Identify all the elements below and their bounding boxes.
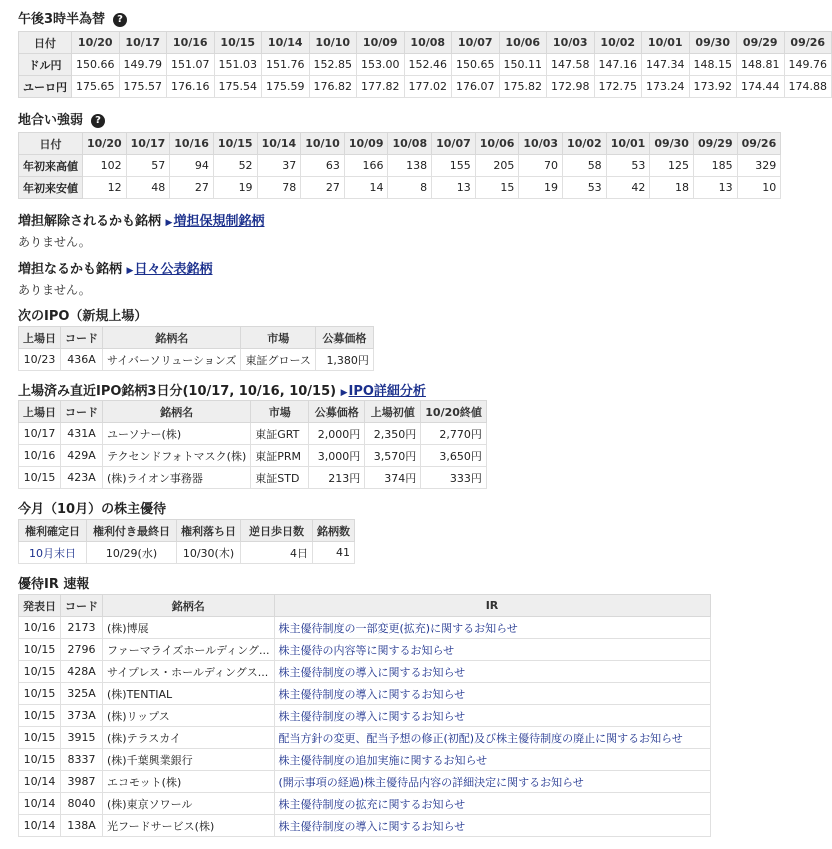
table-cell: 12 <box>83 177 127 199</box>
row-label: 年初来高値 <box>19 155 83 177</box>
table-cell: 58 <box>563 155 607 177</box>
table-cell: (株)千葉興業銀行 <box>103 749 275 771</box>
table-cell: 2173 <box>61 617 103 639</box>
column-header: 09/30 <box>650 133 694 155</box>
column-header: 10/15 <box>213 133 257 155</box>
table-cell: 174.88 <box>784 76 832 98</box>
table-cell: 10/16 <box>19 445 61 467</box>
table-cell: 151.03 <box>214 54 262 76</box>
table-cell: 150.11 <box>499 54 547 76</box>
margin-regulation-link-label: 増担保規制銘柄 <box>173 214 265 229</box>
table-cell: 151.76 <box>262 54 310 76</box>
table-cell: 147.58 <box>547 54 595 76</box>
table-cell: 125 <box>650 155 694 177</box>
table-cell: ファーマライズホールディング... <box>103 639 275 661</box>
column-header: 09/26 <box>737 133 781 155</box>
fx-table <box>18 31 832 98</box>
row-label: ユーロ円 <box>19 76 72 98</box>
table-cell: ユーソナー(株) <box>103 423 251 445</box>
table-row <box>19 727 711 749</box>
column-header: IR <box>274 595 710 617</box>
table-cell: 149.79 <box>119 54 167 76</box>
release-none-text: ありません。 <box>18 235 91 249</box>
fx-table-wrap[interactable] <box>18 31 827 101</box>
ipo-detail-link-label: IPO詳細分析 <box>348 384 426 399</box>
table-cell: 10/15 <box>19 705 61 727</box>
help-icon[interactable]: ? <box>91 114 105 128</box>
table-cell: 10 <box>737 177 781 199</box>
table-cell: (株)ライオン事務器 <box>103 467 251 489</box>
ir-link[interactable]: (開示事項の経過)株主優待品内容の詳細決定に関するお知らせ <box>274 771 710 793</box>
strength-table <box>18 132 781 199</box>
table-cell: 東証グロース <box>241 349 315 371</box>
table-cell: 172.75 <box>594 76 642 98</box>
ir-table <box>18 594 711 837</box>
table-cell: 10/29(水) <box>87 542 177 564</box>
table-cell: 2,000円 <box>309 423 365 445</box>
fx-section-title <box>18 8 127 27</box>
table-cell: 149.76 <box>784 54 832 76</box>
column-header: 上場日 <box>19 401 61 423</box>
table-cell: 436A <box>61 349 103 371</box>
yutai-section-title: 今月（10月）の株主優待 <box>18 502 167 517</box>
table-cell: 15 <box>475 177 519 199</box>
strength-table-wrap[interactable] <box>18 132 777 202</box>
table-cell: (株)リップス <box>103 705 275 727</box>
table-cell: 70 <box>519 155 563 177</box>
column-header: 10/02 <box>563 133 607 155</box>
table-cell: 185 <box>693 155 737 177</box>
column-header: 逆日歩日数 <box>241 520 313 542</box>
table-cell: 138 <box>388 155 432 177</box>
column-header: 銘柄名 <box>103 327 241 349</box>
margin-regulation-link[interactable]: ▶増担保規制銘柄 <box>165 214 265 229</box>
column-header: 10/08 <box>388 133 432 155</box>
table-cell: 10/30(木) <box>177 542 241 564</box>
column-header: コード <box>61 327 103 349</box>
table-cell: 37 <box>257 155 301 177</box>
table-cell: 13 <box>693 177 737 199</box>
help-icon[interactable]: ? <box>113 13 127 27</box>
table-cell: 151.07 <box>167 54 215 76</box>
column-header: 銘柄名 <box>103 595 275 617</box>
table-cell: 8 <box>388 177 432 199</box>
table-cell: 10/14 <box>19 793 61 815</box>
column-header: 発表日 <box>19 595 61 617</box>
table-cell: 光フードサービス(株) <box>103 815 275 837</box>
ipo-recent-title: 上場済み直近IPO銘柄3日分(10/17, 10/16, 10/15) <box>18 384 337 399</box>
strength-section-title <box>18 109 105 128</box>
column-header: 上場初値 <box>365 401 421 423</box>
table-cell: 19 <box>519 177 563 199</box>
table-row <box>19 771 711 793</box>
ir-link[interactable]: 株主優待制度の拡充に関するお知らせ <box>274 793 710 815</box>
column-header: 権利確定日 <box>19 520 87 542</box>
column-header: 10/08 <box>404 32 452 54</box>
column-header: 銘柄名 <box>103 401 251 423</box>
column-header: 10/17 <box>119 32 167 54</box>
table-cell: 177.82 <box>357 76 405 98</box>
table-cell: 10/14 <box>19 815 61 837</box>
table-cell: 10/15 <box>19 639 61 661</box>
column-header: 上場日 <box>19 327 61 349</box>
table-cell: 148.15 <box>689 54 737 76</box>
column-header: 10/16 <box>167 32 215 54</box>
table-cell: 150.66 <box>72 54 120 76</box>
table-cell: 325A <box>61 683 103 705</box>
table-cell: 18 <box>650 177 694 199</box>
table-cell: 147.16 <box>594 54 642 76</box>
release-title: 増担解除されるかも銘柄 <box>18 214 162 229</box>
ir-link[interactable]: 株主優待制度の導入に関するお知らせ <box>274 683 710 705</box>
table-cell: 14 <box>344 177 388 199</box>
table-cell: (株)TENTIAL <box>103 683 275 705</box>
column-header: 10/10 <box>301 133 345 155</box>
table-cell: 423A <box>61 467 103 489</box>
table-cell: 172.98 <box>547 76 595 98</box>
table-cell: 152.46 <box>404 54 452 76</box>
table-cell: 431A <box>61 423 103 445</box>
table-row <box>19 349 374 371</box>
table-row <box>19 445 487 467</box>
table-cell: 3,570円 <box>365 445 421 467</box>
column-header: 10/20終値 <box>421 401 487 423</box>
table-row <box>19 155 781 177</box>
table-row <box>19 639 711 661</box>
table-cell: 8337 <box>61 749 103 771</box>
column-header: 市場 <box>241 327 315 349</box>
table-cell: 10/15 <box>19 467 61 489</box>
table-row <box>19 793 711 815</box>
table-cell: 57 <box>126 155 170 177</box>
table-cell: 147.34 <box>642 54 690 76</box>
ipo-next-section-title: 次のIPO（新規上場） <box>18 309 148 324</box>
table-cell: 175.54 <box>214 76 262 98</box>
table-cell: 429A <box>61 445 103 467</box>
table-row <box>19 661 711 683</box>
table-cell: 10/14 <box>19 771 61 793</box>
column-header: 10/17 <box>126 133 170 155</box>
column-header: 日付 <box>19 133 83 155</box>
table-cell: 173.24 <box>642 76 690 98</box>
column-header: 10/15 <box>214 32 262 54</box>
ipo-recent-table <box>18 400 487 489</box>
increase-section-title <box>18 258 212 277</box>
ir-link[interactable]: 株主優待制度の一部変更(拡充)に関するお知らせ <box>274 617 710 639</box>
table-cell: 213円 <box>309 467 365 489</box>
ipo-detail-link[interactable]: ▶IPO詳細分析 <box>340 384 426 399</box>
table-cell: 53 <box>563 177 607 199</box>
table-cell: 175.59 <box>262 76 310 98</box>
table-cell: 3987 <box>61 771 103 793</box>
table-cell: サイバーソリューションズ <box>103 349 241 371</box>
column-header: 09/30 <box>689 32 737 54</box>
fx-title: 午後3時半為替 <box>18 12 106 27</box>
table-cell: 174.44 <box>737 76 785 98</box>
table-cell: 329 <box>737 155 781 177</box>
table-cell: エコモット(株) <box>103 771 275 793</box>
table-cell: 2796 <box>61 639 103 661</box>
table-cell: 152.85 <box>309 54 357 76</box>
table-cell: 63 <box>301 155 345 177</box>
column-header: 09/29 <box>693 133 737 155</box>
table-cell: (株)東京ソワール <box>103 793 275 815</box>
table-cell: 10/16 <box>19 617 61 639</box>
column-header: 10/03 <box>547 32 595 54</box>
column-header: 10/07 <box>432 133 476 155</box>
table-cell: 175.57 <box>119 76 167 98</box>
table-cell: 173.92 <box>689 76 737 98</box>
column-header: 09/29 <box>737 32 785 54</box>
table-cell: 42 <box>606 177 650 199</box>
table-row <box>19 617 711 639</box>
table-row <box>19 177 781 199</box>
table-cell: 48 <box>126 177 170 199</box>
column-header: 10/16 <box>170 133 214 155</box>
column-header: 公募価格 <box>309 401 365 423</box>
table-cell: 3,650円 <box>421 445 487 467</box>
month-end-link[interactable]: 10月末日 <box>19 542 87 564</box>
table-cell: 373A <box>61 705 103 727</box>
table-cell: 2,770円 <box>421 423 487 445</box>
table-cell: 10/17 <box>19 423 61 445</box>
table-cell: 10/15 <box>19 749 61 771</box>
table-cell: 138A <box>61 815 103 837</box>
table-row <box>19 705 711 727</box>
ir-link[interactable]: 株主優待制度の導入に関するお知らせ <box>274 661 710 683</box>
table-cell: 東証PRM <box>251 445 309 467</box>
column-header: 市場 <box>251 401 309 423</box>
column-header: 10/06 <box>499 32 547 54</box>
table-cell: 155 <box>432 155 476 177</box>
table-cell: 3,000円 <box>309 445 365 467</box>
column-header: 10/20 <box>83 133 127 155</box>
table-cell: 176.82 <box>309 76 357 98</box>
column-header: 日付 <box>19 32 72 54</box>
table-cell: 19 <box>213 177 257 199</box>
table-cell: 10/15 <box>19 727 61 749</box>
table-row <box>19 423 487 445</box>
table-cell: 78 <box>257 177 301 199</box>
increase-none-text: ありません。 <box>18 283 91 297</box>
column-header: 公募価格 <box>315 327 373 349</box>
table-row <box>19 467 487 489</box>
ir-link[interactable]: 株主優待の内容等に関するお知らせ <box>274 639 710 661</box>
table-cell: サイプレス・ホールディングス... <box>103 661 275 683</box>
table-cell: (株)テラスカイ <box>103 727 275 749</box>
increase-title: 増担なるかも銘柄 <box>18 262 123 277</box>
table-cell: 166 <box>344 155 388 177</box>
column-header: コード <box>61 401 103 423</box>
table-cell: 176.16 <box>167 76 215 98</box>
table-cell: 53 <box>606 155 650 177</box>
table-cell: 175.82 <box>499 76 547 98</box>
table-cell: 10/15 <box>19 661 61 683</box>
table-row <box>19 749 711 771</box>
column-header: 権利付き最終日 <box>87 520 177 542</box>
table-cell: 13 <box>432 177 476 199</box>
table-cell: (株)博展 <box>103 617 275 639</box>
column-header: 10/14 <box>262 32 310 54</box>
table-cell: 2,350円 <box>365 423 421 445</box>
column-header: 10/01 <box>642 32 690 54</box>
daily-announcement-link-label: 日々公表銘柄 <box>134 262 213 277</box>
column-header: 09/26 <box>784 32 832 54</box>
table-row <box>19 54 832 76</box>
table-row <box>19 683 711 705</box>
table-cell: 177.02 <box>404 76 452 98</box>
column-header: 10/06 <box>475 133 519 155</box>
table-cell: 1,380円 <box>315 349 373 371</box>
column-header: 10/01 <box>606 133 650 155</box>
column-header: 権利落ち日 <box>177 520 241 542</box>
release-section-title <box>18 210 264 229</box>
column-header: 10/09 <box>357 32 405 54</box>
table-cell: 10/15 <box>19 683 61 705</box>
row-label: ドル円 <box>19 54 72 76</box>
ir-section-title: 優待IR 速報 <box>18 577 90 592</box>
column-header: 10/07 <box>452 32 500 54</box>
table-cell: 176.07 <box>452 76 500 98</box>
table-cell: 27 <box>170 177 214 199</box>
ipo-recent-section-title <box>18 380 426 399</box>
daily-announcement-link[interactable]: ▶日々公表銘柄 <box>126 262 213 277</box>
column-header: 銘柄数 <box>313 520 355 542</box>
table-row <box>19 542 355 564</box>
table-cell: 東証STD <box>251 467 309 489</box>
ir-link[interactable]: 配当方針の変更、配当予想の修正(初配)及び株主優待制度の廃止に関するお知らせ <box>274 727 710 749</box>
table-cell: 27 <box>301 177 345 199</box>
table-cell: 205 <box>475 155 519 177</box>
table-cell: 94 <box>170 155 214 177</box>
ir-link[interactable]: 株主優待制度の導入に関するお知らせ <box>274 815 710 837</box>
table-cell: 175.65 <box>72 76 120 98</box>
table-row <box>19 76 832 98</box>
table-cell: テクセンドフォトマスク(株) <box>103 445 251 467</box>
table-row <box>19 815 711 837</box>
row-label: 年初来安値 <box>19 177 83 199</box>
ir-link[interactable]: 株主優待制度の追加実施に関するお知らせ <box>274 749 710 771</box>
table-cell: 102 <box>83 155 127 177</box>
table-cell: 52 <box>213 155 257 177</box>
column-header: 10/14 <box>257 133 301 155</box>
table-cell: 150.65 <box>452 54 500 76</box>
column-header: 10/09 <box>344 133 388 155</box>
column-header: 10/02 <box>594 32 642 54</box>
ir-link[interactable]: 株主優待制度の導入に関するお知らせ <box>274 705 710 727</box>
table-cell: 333円 <box>421 467 487 489</box>
column-header: 10/10 <box>309 32 357 54</box>
table-cell: 153.00 <box>357 54 405 76</box>
table-cell: 10/23 <box>19 349 61 371</box>
table-cell: 148.81 <box>737 54 785 76</box>
column-header: 10/20 <box>72 32 120 54</box>
ipo-next-table <box>18 326 374 371</box>
table-cell: 3915 <box>61 727 103 749</box>
table-cell: 428A <box>61 661 103 683</box>
yutai-table <box>18 519 355 564</box>
table-cell: 374円 <box>365 467 421 489</box>
table-cell: 8040 <box>61 793 103 815</box>
column-header: コード <box>61 595 103 617</box>
table-cell: 東証GRT <box>251 423 309 445</box>
table-cell: 4日 <box>241 542 313 564</box>
column-header: 10/03 <box>519 133 563 155</box>
strength-title: 地合い強弱 <box>18 113 84 128</box>
table-cell: 41 <box>313 542 355 564</box>
